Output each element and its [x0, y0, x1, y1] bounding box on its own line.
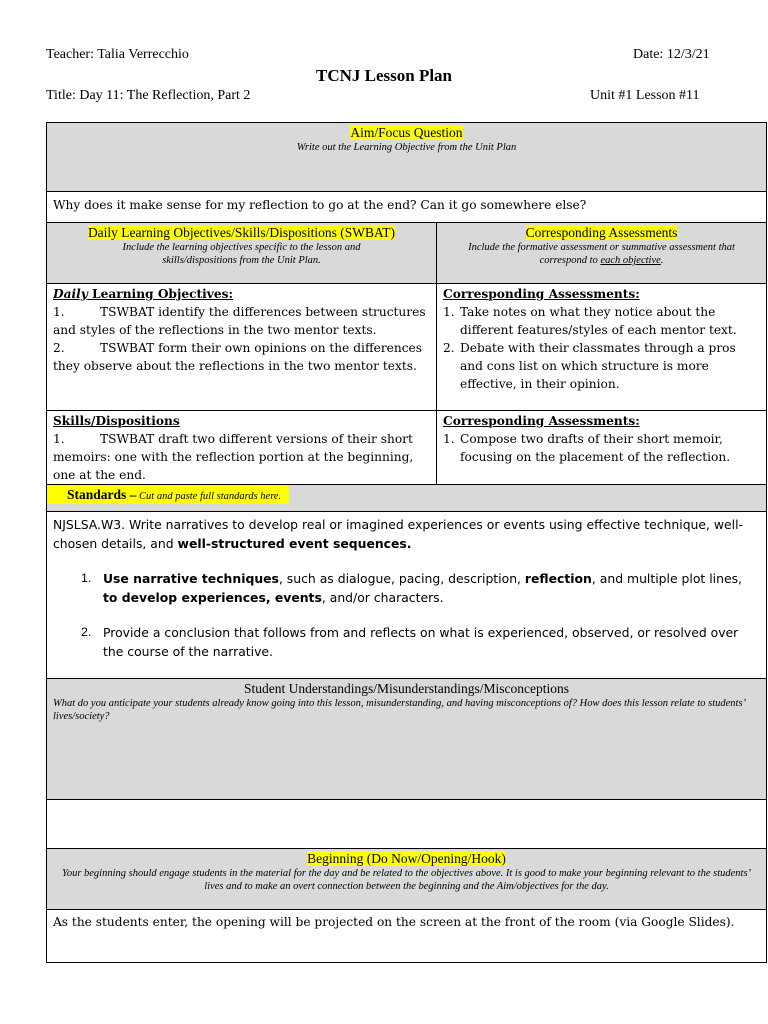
objectives-header-row: [47, 223, 767, 284]
standards-body-row: [47, 512, 767, 679]
objective-item-2: 2.: [53, 341, 65, 355]
assessments-header-cell: [437, 223, 767, 284]
beginning-answer-row: [47, 910, 767, 963]
standard-item-2: 2. Provide a conclusion that follows from and reflects on what is experienced, observed, or resolved over the course of the narrative.: [81, 625, 739, 659]
skills-row: [47, 411, 767, 485]
skills-assessments-cell[interactable]: [437, 411, 767, 485]
lesson-date: Date: 12/3/21: [633, 47, 710, 62]
beginning-answer-cell[interactable]: [47, 910, 767, 963]
daily-assessments-cell[interactable]: [437, 284, 767, 411]
lesson-plan-table: [46, 122, 767, 963]
beginning-note: Your beginning should engage students in the material for the day and be related to the objectives above. It is good to make your beginning relevant to the students’ lives and to make an overt connection between the beginning and the Aim/objectives for the day.: [61, 868, 752, 892]
skill-item-1: 1.: [53, 432, 65, 446]
skills-cell[interactable]: [47, 411, 437, 485]
aim-header-row: [47, 123, 767, 192]
understandings-answer-row: [47, 800, 767, 849]
understandings-title: Student Understandings/Misunderstandings/Misconceptions: [243, 681, 570, 696]
objectives-title: Daily Learning Objectives/Skills/Dispositions (SWBAT): [87, 225, 396, 240]
understandings-header-row: [47, 679, 767, 800]
aim-answer-cell[interactable]: [47, 192, 767, 223]
aim-answer: Why does it make sense for my reflection to go at the end? Can it go somewhere else?: [53, 198, 587, 212]
skills-heading: Skills/Dispositions: [53, 414, 180, 428]
objective-text-2: TSWBAT form their own opinions on the differences they observe about the reflections in the two mentor texts.: [53, 341, 422, 373]
skills-assessments-heading: Corresponding Assessments:: [443, 414, 640, 428]
lesson-title: Title: Day 11: The Reflection, Part 2: [46, 88, 251, 103]
assessment-item-2: 2. Debate with their classmates through a pros and cons list on which structure is more effective, in their opinion.: [443, 341, 736, 391]
aim-title: Aim/Focus Question: [350, 125, 463, 140]
daily-objectives-heading: Daily Learning Objectives:: [53, 287, 233, 301]
standards-header-cell: [47, 485, 767, 512]
daily-assessments-heading: Corresponding Assessments:: [443, 287, 640, 301]
beginning-header-row: [47, 849, 767, 910]
objectives-header-cell: [47, 223, 437, 284]
aim-note: Write out the Learning Objective from the Unit Plan: [296, 142, 517, 153]
skill-text-1: TSWBAT draft two different versions of their short memoirs: one with the reflection portion at the beginning, one at the end.: [53, 432, 414, 482]
understandings-note: What do you anticipate your students already know going into this lesson, misunderstanding, and having misconceptions of? How does this lesson relate to students’ lives/society?: [53, 698, 745, 722]
objective-text-1: TSWBAT identify the differences between structures and styles of the reflections in the two mentor texts.: [53, 305, 426, 337]
assessments-title: Corresponding Assessments: [525, 225, 678, 240]
standards-title: Standards – Cut and paste full standards here.: [47, 485, 289, 504]
beginning-answer: As the students enter, the opening will be projected on the screen at the front of the room (via Google Slides).: [53, 915, 735, 929]
aim-header-cell: [47, 123, 767, 192]
standards-header-row: [47, 485, 767, 512]
standard-item-1: 1. Use narrative techniques, such as dialogue, pacing, description, reflection, and multiple plot lines, to develop experiences, events, and/or characters.: [81, 571, 742, 605]
skills-assessment-item-1: 1. Compose two drafts of their short memoir, focusing on the placement of the reflection.: [443, 432, 731, 464]
assessment-item-1: 1. Take notes on what they notice about the different features/styles of each mentor text.: [443, 305, 737, 337]
teacher-name: Teacher: Talia Verrecchio: [46, 47, 189, 62]
unit-lesson-number: Unit #1 Lesson #11: [590, 88, 700, 103]
understandings-answer-cell[interactable]: [47, 800, 767, 849]
standards-body-cell[interactable]: [47, 512, 767, 679]
standards-intro: NJSLSA.W3. Write narratives to develop real or imagined experiences or events using effective technique, well-chosen details, and well-structured event sequences.: [53, 517, 744, 551]
assessments-note: Include the formative assessment or summative assessment that correspond to each objective.: [468, 242, 735, 266]
beginning-header-cell: [47, 849, 767, 910]
daily-objectives-cell[interactable]: [47, 284, 437, 411]
beginning-title: Beginning (Do Now/Opening/Hook): [307, 851, 506, 866]
objective-item-1: 1.: [53, 305, 65, 319]
understandings-header-cell: [47, 679, 767, 800]
aim-answer-row: [47, 192, 767, 223]
page-title: TCNJ Lesson Plan: [315, 66, 453, 85]
objectives-note: Include the learning objectives specific to the lesson and skills/dispositions from the Unit Plan.: [122, 242, 361, 266]
daily-objectives-row: [47, 284, 767, 411]
